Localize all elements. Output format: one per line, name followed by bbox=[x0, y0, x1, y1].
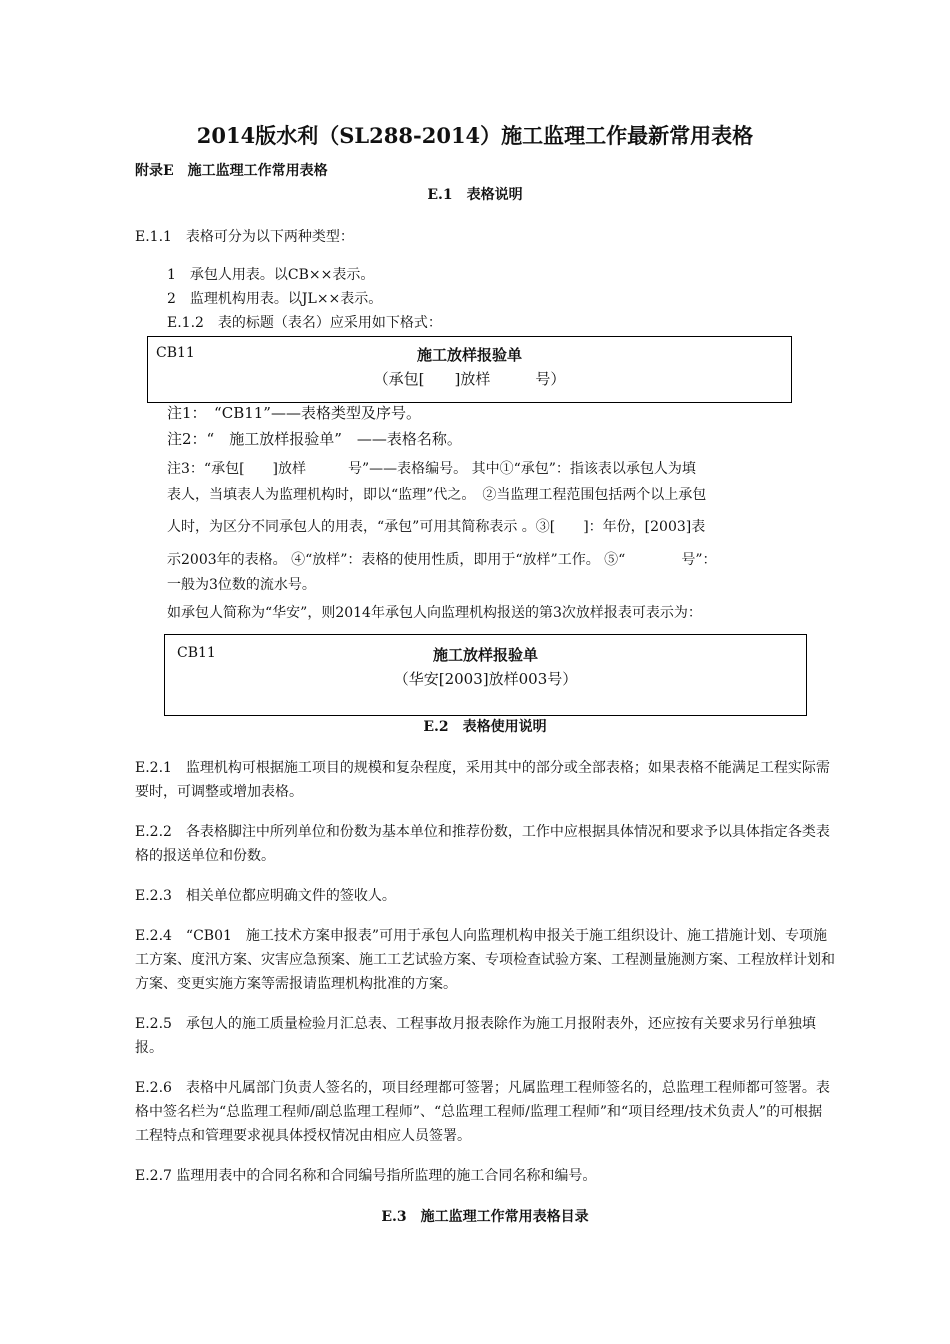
format-example-box bbox=[147, 336, 792, 403]
clause-e222: E.2.2 各表格脚注中所列单位和份数为基本单位和推荐份数，工作中应根据具体情况和要求予以具体指定各类表格的报送单位和份数。 bbox=[135, 824, 830, 864]
example-form-box bbox=[164, 634, 807, 716]
form-title: 施工放样报验单 bbox=[432, 646, 538, 664]
note-3-line-4: 示2003年的表格。 ④“放样”：表格的使用性质，即用于“放样”工作。 ⑤“ 号”： bbox=[167, 552, 717, 568]
note-3-line-5: 一般为3位数的流水号。 bbox=[167, 577, 316, 593]
section-e3-heading: E.3 施工监理工作常用表格目录 bbox=[381, 1209, 589, 1225]
clause-e225: E.2.5 承包人的施工质量检验月汇总表、工程事故月报表除作为施工月报附表外，还应按有关要求另行单独填报。 bbox=[135, 1016, 816, 1056]
form-title: 施工放样报验单 bbox=[416, 346, 522, 364]
note-3-line-3: 人时，为区分不同承包人的用表，“承包”可用其简称表示 。③[ ]：年份，[2003]表 bbox=[167, 519, 706, 535]
note-2: 注2：“ 施工放样报验单” ——表格名称。 bbox=[167, 430, 462, 448]
form-number: （承包[ ]放样 号） bbox=[373, 370, 566, 388]
clause-e227: E.2.7 监理用表中的合同名称和合同编号指所监理的施工合同名称和编号。 bbox=[135, 1168, 597, 1184]
section-e1-heading: E.1 表格说明 bbox=[427, 187, 523, 203]
appendix-heading: 附录E 施工监理工作常用表格 bbox=[135, 163, 328, 179]
clause-e221: E.2.1 监理机构可根据施工项目的规模和复杂程度，采用其中的部分或全部表格；如果表格不能满足工程实际需要时，可调整或增加表格。 bbox=[135, 760, 830, 800]
example-sentence: 如承包人简称为“华安”，则2014年承包人向监理机构报送的第3次放样报表可表示为： bbox=[167, 605, 702, 621]
form-code: CB11 bbox=[177, 645, 216, 661]
note-1: 注1： “CB11”——表格类型及序号。 bbox=[167, 404, 421, 422]
clause-e112: E.1.2 表的标题（表名）应采用如下格式： bbox=[167, 315, 442, 331]
section-e2-heading: E.2 表格使用说明 bbox=[423, 719, 547, 735]
note-3-line-2: 表人，当填表人为监理机构时，即以“监理”代之。 ②当监理工程范围包括两个以上承包 bbox=[167, 487, 707, 503]
note-3-line-1: 注3：“承包[ ]放样 号”——表格编号。 其中①“承包”：指该表以承包人为填 bbox=[167, 461, 696, 477]
clause-e224: E.2.4 “CB01 施工技术方案申报表”可用于承包人向监理机构申报关于施工组织设计、施工措施计划、专项施工方案、度汛方案、灾害应急预案、施工工艺试验方案、专项检查试验方案、工程测量施测方案、工程放样计划和方案、变更实施方案等需报请监理机构批准的方案。 bbox=[135, 928, 835, 992]
clause-e223: E.2.3 相关单位都应明确文件的签收人。 bbox=[135, 888, 396, 904]
form-number: （华安[2003]放样003号） bbox=[393, 670, 578, 688]
clause-e111: E.1.1 表格可分为以下两种类型： bbox=[135, 229, 354, 245]
type-2: 2 监理机构用表。以JL××表示。 bbox=[167, 291, 383, 307]
clause-e226: E.2.6 表格中凡属部门负责人签名的，项目经理都可签署；凡属监理工程师签名的，总监理工程师都可签署。表格中签名栏为“总监理工程师/副总监理工程师”、“总监理工程师/监理工程师”和“项目经理/技术负责人”的可根据工程特点和管理要求视具体授权情况由相应人员签署。 bbox=[135, 1080, 830, 1144]
document-title: 2014版水利（SL288-2014）施工监理工作最新常用表格 bbox=[196, 123, 754, 148]
form-code: CB11 bbox=[156, 345, 195, 361]
type-1: 1 承包人用表。以CB××表示。 bbox=[167, 267, 375, 283]
